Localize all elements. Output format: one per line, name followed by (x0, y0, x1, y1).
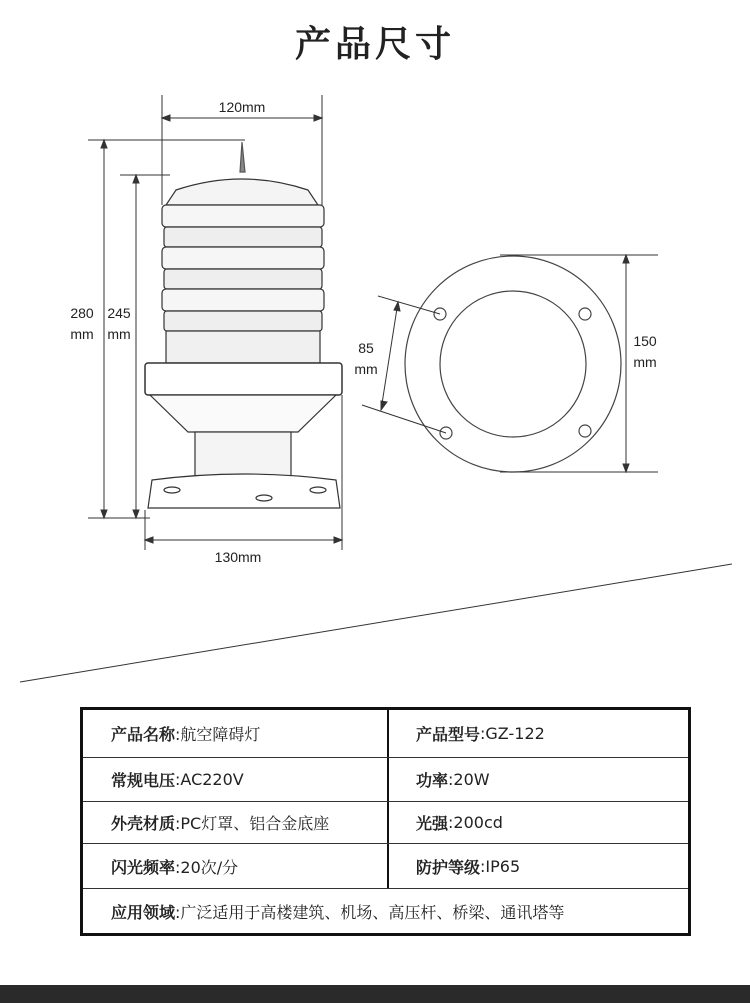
spec-label: 闪光频率 (111, 857, 176, 877)
flange-top-view (405, 256, 621, 472)
spec-label: 产品型号 (416, 725, 481, 744)
spec-value: :AC220V (175, 770, 244, 789)
table-row (83, 758, 688, 802)
lens-lower (166, 331, 320, 363)
lens-rib (162, 289, 324, 311)
body-height-unit: mm (107, 326, 131, 342)
dome-top (166, 179, 318, 205)
spec-value: :广泛适用于高楼建筑、机场、高压杆、桥梁、通讯塔等 (175, 902, 565, 922)
body-height-label: 245 (107, 305, 131, 321)
spec-label: 常规电压 (111, 771, 176, 790)
spec-table (80, 707, 691, 936)
top-width-label: 120mm (218, 99, 266, 115)
flange-hole (310, 487, 326, 493)
flange-diameter-label: 150 (633, 333, 657, 349)
base-cone (150, 395, 336, 432)
spec-value: :20W (448, 770, 490, 789)
diagonal-separator (20, 564, 732, 682)
table-row-application (83, 889, 688, 933)
spec-value: :20次/分 (175, 857, 239, 877)
base-neck (195, 432, 291, 478)
spec-value: :GZ-122 (480, 724, 545, 743)
table-row (83, 710, 688, 758)
spec-value: :IP65 (480, 856, 521, 876)
total-height-unit: mm (70, 326, 94, 342)
light-side-view (145, 142, 342, 508)
total-height-label: 280 (70, 305, 94, 321)
base-collar (145, 363, 342, 395)
antenna (240, 142, 245, 172)
lens-rib (164, 227, 322, 247)
spec-value: :航空障碍灯 (175, 725, 261, 744)
table-row (83, 802, 688, 844)
spec-label: 功率 (416, 771, 449, 790)
flange-hole (164, 487, 180, 493)
spec-label: 外壳材质 (111, 814, 176, 833)
table-row (83, 844, 688, 889)
spec-label: 产品名称 (111, 725, 176, 744)
bottom-strip (0, 985, 750, 1003)
hole-spacing-label: 85 (358, 340, 374, 356)
mount-hole (579, 308, 591, 320)
lens-rib (162, 205, 324, 227)
spec-value: :200cd (448, 813, 503, 832)
mount-hole (579, 425, 591, 437)
base-width-label: 130mm (214, 549, 262, 565)
spec-label: 应用领域 (111, 902, 176, 922)
spec-value: :PC灯罩、铝合金底座 (175, 814, 330, 833)
lens-rib (162, 247, 324, 269)
flange-inner-circle (440, 291, 586, 437)
lens-rib (164, 311, 322, 331)
spec-label: 防护等级 (416, 857, 481, 877)
page-title: 产品尺寸 (294, 24, 455, 65)
spec-label: 光强 (416, 814, 449, 833)
lens-rib (164, 269, 322, 289)
flange-hole (256, 495, 272, 501)
flange-diameter-unit: mm (633, 354, 657, 370)
hole-spacing-unit: mm (354, 361, 378, 377)
